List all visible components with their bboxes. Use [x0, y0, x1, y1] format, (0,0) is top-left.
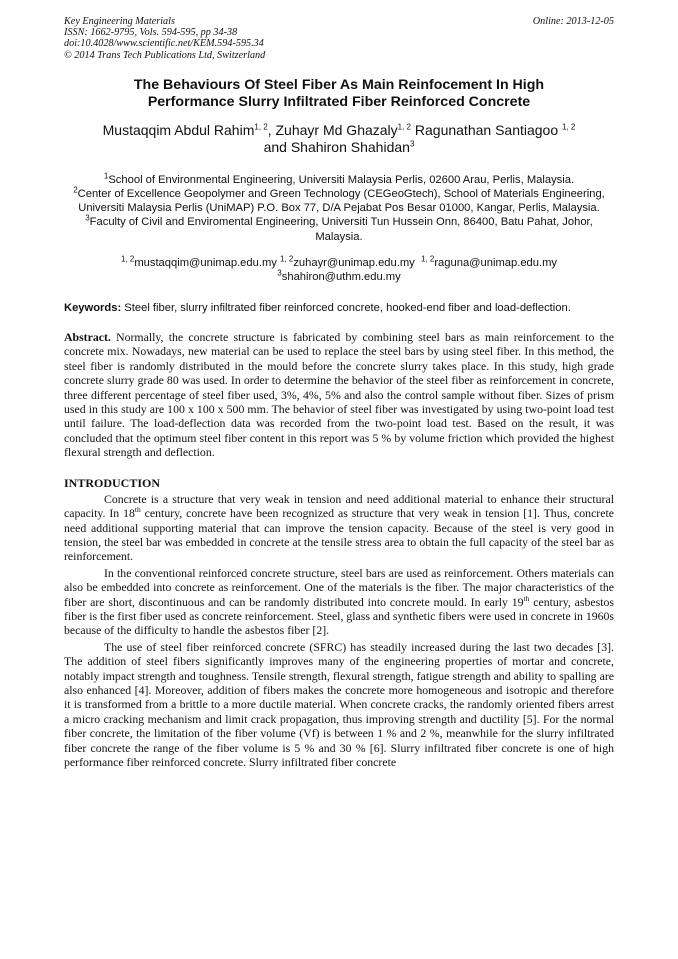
author-line-2: [64, 139, 614, 157]
doi-line: doi:10.4028/www.scientific.net/KEM.594-595.34: [64, 38, 264, 50]
intro-paragraph-2: In the conventional reinforced concrete structure, steel bars are used as reinforcement. Others materials can also be embedded into concrete as reinforcement. One of the materials is the fiber. The major characteristics of the fiber are short, discontinuous and can be randomly distributed into concrete mould. In early 19th century, asbestos fiber is the first fiber used as concrete reinforcement. Steel, glass and synthetic fibers were used in concrete in 1960s because of the difficulty to handle the asbestos fiber [2].: [64, 565, 615, 638]
intro-paragraph-1: Concrete is a structure that very weak in tension and need additional material to enhance their structural capacity. In 18th century, concrete have been recognized as structure that very weak in tension [1]. Thus, concrete need additional supporting material that can improve the tension capacity. Because of the steel is very good in tension, the steel bar was embedded in concrete at the tensile stress area to obtain the full capacity of the steel bar as reinforcement.: [64, 491, 614, 564]
issn-line: ISSN: 1662-9795, Vols. 594-595, pp 34-38: [64, 27, 238, 39]
email-line-2: $^3$shahiron@uthm.edu.my: [277, 268, 401, 283]
author-name: , Zuhayr Md Ghazaly: [267, 121, 398, 138]
intro-paragraph-3: The use of steel fiber reinforced concrete (SFRC) has steadily increased during the last two decades [3]. The addition of steel fibers significantly improves many of the engineering properties of mortar and concrete, notably impact strength and toughness. Tensile strength, flexural strength, fatigue strength and ability to spalling are also enhanced [4]. Moreover, addition of fibers makes the concrete more homogeneous and isotropic and therefore it is transformed from a brittle to a more ductile material. When concrete cracks, the randomly oriented fibers arrest a micro cracking mechanism and limit crack propagation, thus improving strength and ductility [5]. For the normal fiber concrete, the limitation of the fiber volume (Vf) is between 1 % and 2 %, meanwhile for the slurry infiltrated fiber concrete the range of the fiber volume is 5 % and 30 % [6]. Slurry infiltrated fiber concrete is one of high performance fiber reinforced concrete. Slurry infiltrated fiber concrete: [64, 639, 614, 769]
author-affiliation-mark: 3: [409, 139, 415, 149]
paper-title: [64, 77, 614, 112]
abstract: [64, 330, 614, 460]
author-affiliation-mark: 1, 2: [254, 122, 268, 132]
title-line-1: The Behaviours Of Steel Fiber As Main Reinfocement In High: [133, 76, 545, 93]
affiliations: [64, 173, 614, 244]
affiliation-2: $^2$Center of Excellence Geopolymer and Green Technology (CEGeoGtech), School of Materials Engineering, Universiti Malaysia Perlis (UniMAP) P.O. Box 77, D/A Pejabat Pos Besar 01000, Kangar, Perlis, Malaysia.: [73, 185, 605, 215]
email-link[interactable]: mustaqqim@unimap.edu.my: [134, 256, 277, 269]
keywords: [64, 301, 614, 315]
affiliation-3: $^3$Faculty of Civil and Enviromental Engineering, Universiti Tun Hussein Onn, 86400, Batu Pahat, Johor, Malaysia.: [85, 213, 593, 243]
author-affiliation-mark: 1, 2: [397, 122, 411, 132]
email-link[interactable]: raguna@unimap.edu.my: [434, 256, 558, 269]
author-name: Mustaqqim Abdul Rahim: [102, 121, 255, 138]
author-emails: [64, 256, 614, 284]
title-line-2: Performance Slurry Infiltrated Fiber Reinforced Concrete: [147, 94, 531, 111]
abstract-label: Abstract.: [64, 330, 111, 345]
keywords-label: Keywords:: [64, 301, 122, 314]
author-name: and Shahiron Shahidan: [263, 139, 410, 156]
email-line-1: $^{1, 2}$mustaqqim@unimap.edu.my $^{1, 2}$zuhayr@unimap.edu.my $^{1, 2}$raguna@unimap.edu.my: [120, 254, 558, 269]
author-affiliation-mark: 1, 2: [562, 122, 576, 132]
running-header: [64, 16, 614, 61]
author-line-1: [64, 122, 614, 140]
copyright-line: © 2014 Trans Tech Publications Ltd, Switzerland: [64, 49, 266, 61]
keywords-text: Steel fiber, slurry infiltrated fiber reinforced concrete, hooked-end fiber and load-deflection.: [121, 301, 571, 314]
author-name: Ragunathan Santiagoo: [411, 121, 563, 138]
online-date: Online: 2013-12-05: [532, 16, 614, 27]
journal-name: Key Engineering Materials: [64, 16, 175, 27]
email-link[interactable]: shahiron@uthm.edu.my: [281, 270, 401, 283]
author-list: [64, 122, 614, 157]
email-link[interactable]: zuhayr@unimap.edu.my: [293, 256, 415, 269]
section-heading: INTRODUCTION: [64, 475, 161, 490]
abstract-text: Normally, the concrete structure is fabricated by combining steel bars as main reinforcement to the concrete mix. Nowadays, new material can be used to replace the steel bars by using steel fiber. In this method, the steel fiber is randomly distributed in the mould before the concrete slurry takes place. In this study, high grade concrete slurry grade 80 was used. In order to determine the behavior of the steel fiber as reinforcement in concrete, three different percentage of steel fiber used, 3%, 4%, 5% and also the control sample without fiber. Sizes of prism used in this study are 100 x 100 x 500 mm. The behavior of steel fiber was investigated by using two-point load test until failure. The load-deflection data was recorded from the two-point load test. Based on the result, it was concluded that the optimum steel fiber content in this report was 5 % by volume friction which provided the highest flexural strength and deflection.: [64, 330, 614, 460]
affiliation-1: $^1$School of Environmental Engineering, Universiti Malaysia Perlis, 02600 Arau, Perlis, Malaysia.: [103, 171, 575, 186]
